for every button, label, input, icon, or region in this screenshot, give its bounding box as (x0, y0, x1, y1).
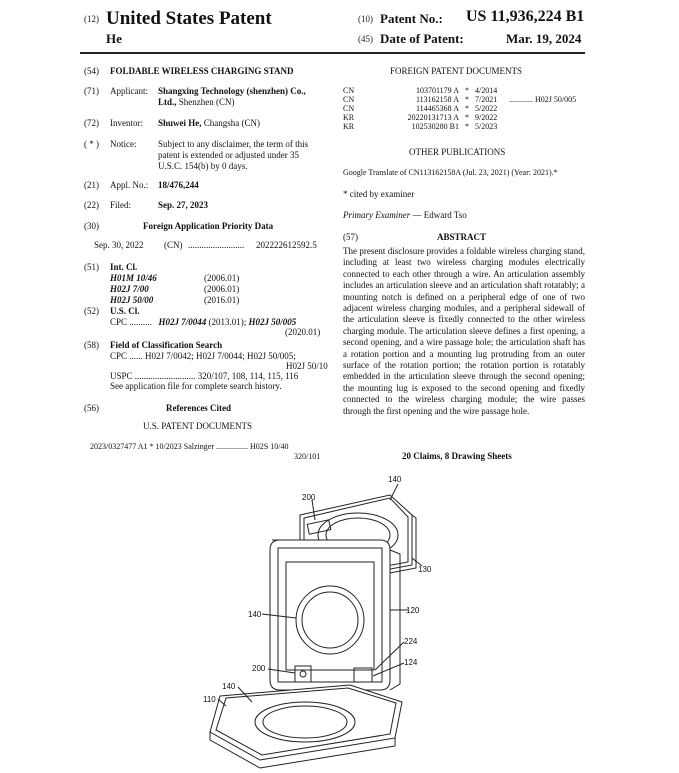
cpc-dots: .......... (129, 317, 152, 327)
patent-date: Mar. 19, 2024 (506, 31, 582, 46)
examiner-line (343, 210, 467, 221)
field-cpc-1: CPC ...... H02J 7/0042; H02J 7/0044; H02J 50/005; (110, 351, 296, 361)
foreign-date: 5/2023 (475, 122, 498, 131)
cpc-code-2: H02J 50/005 (248, 317, 297, 327)
label-130: 130 (418, 565, 432, 574)
priority-number: 202222612592.5 (256, 240, 317, 250)
claims-summary: 20 Claims, 8 Drawing Sheets (402, 451, 512, 461)
notice-line-3: U.S.C. 154(b) by 0 days. (158, 161, 248, 171)
foreign-class: ............ H02J 50/005 (509, 95, 577, 104)
invention-title: FOLDABLE WIRELESS CHARGING STAND (110, 66, 294, 76)
appl-number: 18/476,244 (158, 180, 199, 190)
abstract-text: The present disclosure provides a foldable wireless charging stand, including at least two wireless charging modules electrically connected to each other through a wire. An articulation assembly includes an articulation sleeve and an articulation shaft rotatably; a mounting notch is defined on a peripheral edge of one of two adjacent wireless charging modules, and a peripheral sidewall of the articulation sleeve is fixedly connected to the other wireless charging module. The articulation sleeve defines a first opening, a second opening, and a wire passage hole; the articulation shaft has a rotation portion and a mounting lug protruding from an outer surface of the rotation portion; the rotation portion is rotatably embedded in the articulation sleeve through the second opening; the mounting lug is exposed to the second opening and fixedly connected to the wireless charging module; the wire passes through the first opening and the wire passage hole. (343, 246, 585, 416)
notice-line-2: patent is extended or adjusted under 35 (158, 150, 299, 160)
list-item (343, 104, 588, 113)
foreign-star: * (465, 95, 469, 104)
list-item (343, 95, 588, 104)
inid-12: (12) (84, 14, 99, 24)
inid-10: (10) (358, 14, 373, 24)
applicant-location: Shenzhen (CN) (178, 97, 235, 107)
field-cpc-2: H02J 50/10 (286, 361, 328, 371)
intcl-year: (2006.01) (204, 273, 240, 283)
other-publication-1: Google Translate of CN113162158A (Jul. 23, 2021) (Year: 2021).* (343, 168, 558, 177)
foreign-star: * (465, 122, 469, 131)
intcl-code: H02J 7/00 (110, 284, 149, 294)
inid-54: (54) (84, 66, 99, 76)
document-title: United States Patent (106, 8, 272, 29)
date-label: Date of Patent: (380, 31, 464, 46)
us-doc-1: 2023/0327477 A1 * 10/2023 Salzinger ................ H02S 10/40 (90, 442, 289, 451)
foreign-no: 20220131713 A (407, 113, 459, 122)
applicant-name-2-line (158, 97, 235, 108)
priority-title: Foreign Application Priority Data (143, 221, 274, 231)
inid-notice: ( * ) (84, 139, 99, 149)
applicant-name-1: Shangxing Technology (shenzhen) Co., (158, 86, 306, 96)
priority-dots: ......................... (188, 240, 245, 250)
us-docs-title: U.S. PATENT DOCUMENTS (143, 421, 253, 431)
header-rule (80, 52, 585, 54)
foreign-date: 5/2022 (475, 104, 498, 113)
label-124: 124 (404, 658, 418, 667)
inid-57: (57) (343, 232, 358, 242)
patent-drawing (190, 470, 490, 770)
inid-58: (58) (84, 340, 99, 350)
list-item (343, 113, 588, 122)
foreign-date: 9/2022 (475, 113, 498, 122)
priority-date: Sep. 30, 2022 (94, 240, 144, 250)
inventor-short: He (106, 31, 122, 46)
examiner-label: Primary Examiner (343, 210, 411, 220)
inid-22: (22) (84, 200, 99, 210)
foreign-star: * (465, 113, 469, 122)
cpc-year-1: (2013.01); (208, 317, 247, 327)
inventor-line (158, 118, 260, 129)
foreign-cc: KR (343, 113, 355, 122)
cpc-code-1: H02J 7/0044 (158, 317, 207, 327)
label-110: 110 (203, 695, 216, 704)
notice-line-1: Subject to any disclaimer, the term of this (158, 139, 309, 149)
foreign-star: * (465, 86, 469, 95)
foreign-date: 4/2014 (475, 86, 498, 95)
intcl-code: H02J 50/00 (110, 295, 154, 305)
patent-number: US 11,936,224 B1 (466, 8, 585, 25)
label-224: 224 (404, 637, 418, 646)
priority-country: (CN) (164, 240, 183, 250)
intcl-label: Int. Cl. (110, 262, 138, 272)
foreign-no: 102530280 B1 (411, 122, 459, 131)
label-140-top: 140 (388, 475, 402, 484)
applicant-label: Applicant: (110, 86, 148, 96)
leader-140a (390, 484, 398, 500)
field-uspc: USPC ........................... 320/107, 108, 114, 115, 116 (110, 371, 299, 381)
inid-56: (56) (84, 403, 99, 413)
inid-45: (45) (358, 34, 373, 44)
cpc-line (110, 317, 296, 328)
label-140-middle: 140 (248, 610, 262, 619)
foreign-docs-list (343, 86, 588, 131)
notice-label: Notice: (110, 139, 137, 149)
cited-by-examiner: * cited by examiner (343, 189, 415, 199)
inventor-name: Shuwei He, (158, 118, 202, 128)
field-note: See application file for complete search history. (110, 381, 282, 391)
intcl-code: H01M 10/46 (110, 273, 157, 283)
us-doc-1-class: 320/101 (294, 452, 321, 461)
uscl-label: U.S. Cl. (110, 306, 140, 316)
foreign-cc: KR (343, 122, 355, 131)
foreign-star: * (465, 104, 469, 113)
foreign-cc: CN (343, 95, 355, 104)
foreign-cc: CN (343, 104, 355, 113)
foreign-date: 7/2021 (475, 95, 498, 104)
inid-30: (30) (84, 221, 99, 231)
list-item (343, 122, 588, 131)
label-140-bottom: 140 (222, 682, 236, 691)
abstract-title: ABSTRACT (437, 232, 487, 242)
foreign-no: 113162158 A (415, 95, 459, 104)
intcl-year: (2016.01) (204, 295, 240, 305)
filed-label: Filed: (110, 200, 132, 210)
foreign-cc: CN (343, 86, 355, 95)
patent-no-label: Patent No.: (380, 11, 443, 26)
other-publications-title: OTHER PUBLICATIONS (409, 147, 506, 157)
applicant-name-2: Ltd., (158, 97, 177, 107)
foreign-no: 114465368 A (415, 104, 459, 113)
cpc-label: CPC (110, 317, 128, 327)
inid-72: (72) (84, 118, 99, 128)
foreign-docs-title: FOREIGN PATENT DOCUMENTS (390, 66, 523, 76)
intcl-year: (2006.01) (204, 284, 240, 294)
label-120: 120 (406, 606, 420, 615)
label-200-top: 200 (302, 493, 316, 502)
label-200-bottom: 200 (252, 664, 266, 673)
appl-label: Appl. No.: (110, 180, 149, 190)
list-item (343, 86, 588, 95)
field-search-label: Field of Classification Search (110, 340, 223, 350)
inventor-label: Inventor: (110, 118, 143, 128)
inid-51: (51) (84, 262, 99, 272)
examiner-name: — Edward Tso (412, 210, 467, 220)
inid-21: (21) (84, 180, 99, 190)
foreign-no: 103701179 A (415, 86, 459, 95)
inventor-location: Changsha (CN) (203, 118, 261, 128)
inid-52: (52) (84, 306, 99, 316)
cpc-year-2: (2020.01) (285, 327, 321, 337)
notice-text (158, 139, 326, 172)
filed-date: Sep. 27, 2023 (158, 200, 209, 210)
inid-71: (71) (84, 86, 99, 96)
references-title: References Cited (166, 403, 232, 413)
